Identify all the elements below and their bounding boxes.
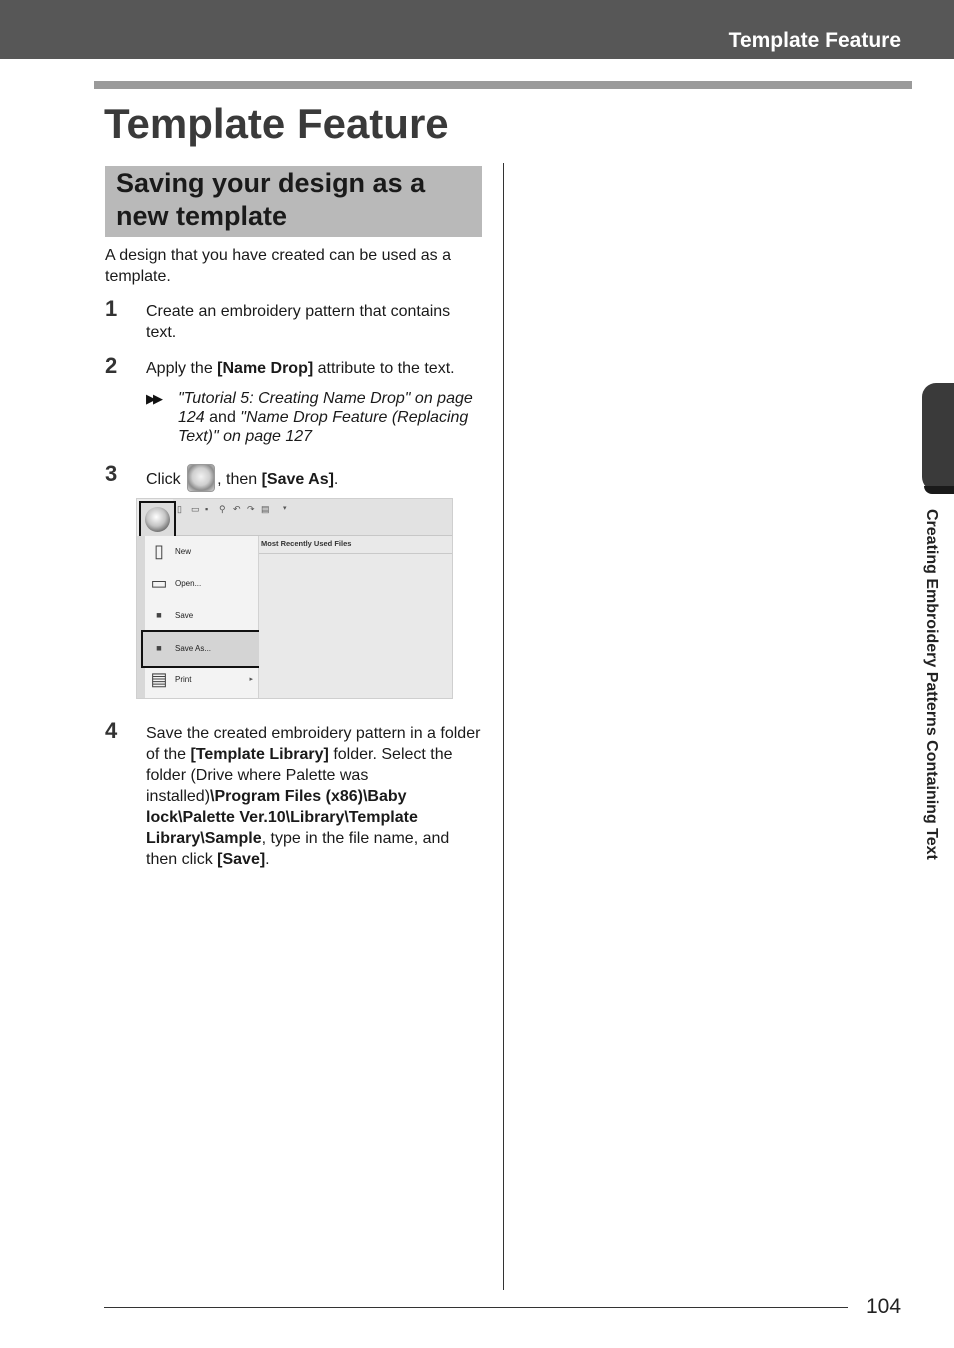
section-title-line1: Saving your design as a [116, 168, 426, 198]
application-orb-icon [145, 507, 170, 532]
step-2-text [146, 358, 486, 379]
recent-files-panel [259, 536, 452, 698]
application-button[interactable] [139, 501, 176, 538]
customize-dropdown-icon: ▾ [283, 505, 287, 512]
undo-icon: ↶ [233, 504, 241, 514]
step-4-number: 4 [105, 718, 118, 743]
menu-item-label: New [175, 547, 192, 556]
step-2-bold: [Name Drop] [217, 360, 314, 377]
printer-icon: ▤ [150, 669, 168, 689]
step-4-b3: [Save] [217, 851, 266, 868]
open-folder-icon: ▭ [150, 573, 168, 593]
page-title: Template Feature [104, 100, 449, 147]
step-3-text [146, 466, 486, 494]
intro-paragraph: A design that you have created can be used as a template. [105, 247, 452, 285]
step-3-pre: Click [146, 471, 186, 489]
step-4-b1: [Template Library] [190, 746, 329, 763]
save-icon: ▪ [205, 504, 209, 514]
menu-stripe [137, 536, 145, 698]
step-2-number: 2 [105, 353, 118, 378]
chapter-tab [922, 383, 954, 491]
column-divider [503, 163, 504, 1290]
save-as-icon: ▪ [155, 638, 163, 658]
application-menu-screenshot [136, 498, 453, 699]
quick-access-toolbar [173, 499, 452, 536]
menu-item-new[interactable] [147, 538, 257, 566]
section-title-line2: new template [116, 201, 288, 231]
footer-rule [104, 1307, 848, 1308]
step-4-b2: \Program Files (x86)\Baby lock\Palette Ver.10\Library\Template Library\Sample [146, 788, 418, 847]
recent-files-divider [259, 553, 452, 554]
chapter-side-title: Creating Embroidery Patterns Containing Text [923, 509, 940, 860]
step-3-mid: , then [217, 471, 262, 489]
step-1-number: 1 [105, 296, 118, 321]
page-number: 104 [866, 1295, 902, 1318]
step-1-text: Create an embroidery pattern that contains text. [146, 303, 451, 341]
application-button-icon [187, 464, 215, 492]
header-bar [0, 0, 954, 59]
step-2-post: attribute to the text. [313, 360, 455, 377]
open-icon: ▭ [191, 504, 200, 514]
submenu-arrow-icon: ▸ [249, 676, 253, 683]
redo-icon: ↷ [247, 504, 255, 514]
menu-item-label: Open... [175, 579, 202, 588]
chapter-tab-shadow [924, 486, 954, 494]
step-4-p2: folder. Select the folder (Drive where Palette was installed) [146, 746, 453, 805]
reference-arrow-icon: ▶▶ [146, 391, 160, 406]
new-document-icon: ▯ [154, 541, 164, 561]
zoom-icon: ⚲ [219, 504, 226, 514]
header-title: Template Feature [728, 29, 901, 52]
menu-item-save-as[interactable] [141, 630, 262, 668]
menu-item-print[interactable] [147, 666, 257, 694]
menu-item-open[interactable] [147, 570, 257, 598]
menu-item-save[interactable] [147, 602, 257, 630]
menu-item-label: Save [175, 611, 194, 620]
save-disk-icon: ▪ [155, 605, 163, 625]
recent-files-title: Most Recently Used Files [261, 539, 352, 548]
reference-joiner: and [204, 409, 241, 426]
step-3-number: 3 [105, 461, 118, 486]
step-3-post: . [333, 471, 339, 489]
step-4-p3: , type in the file name, and then click [146, 830, 450, 868]
section-title [116, 167, 476, 233]
reference-link-1[interactable]: "Tutorial 5: Creating Name Drop" on page 124 [178, 390, 473, 426]
preview-icon: ▤ [261, 504, 270, 514]
title-rule [94, 81, 912, 89]
step-2-pre: Apply the [146, 360, 218, 377]
reference-link-2[interactable]: "Name Drop Feature (Replacing Text)" on page 127 [178, 409, 469, 445]
menu-item-label: Print [175, 675, 192, 684]
step-4-p4: . [265, 851, 270, 868]
reference-text [178, 389, 478, 446]
new-icon: ▯ [177, 504, 182, 514]
step-4-p1: Save the created embroidery pattern in a folder of the [146, 725, 481, 763]
menu-item-label: Save As... [175, 644, 212, 653]
step-4-text [146, 723, 481, 870]
step-3-bold: [Save As] [261, 471, 334, 489]
